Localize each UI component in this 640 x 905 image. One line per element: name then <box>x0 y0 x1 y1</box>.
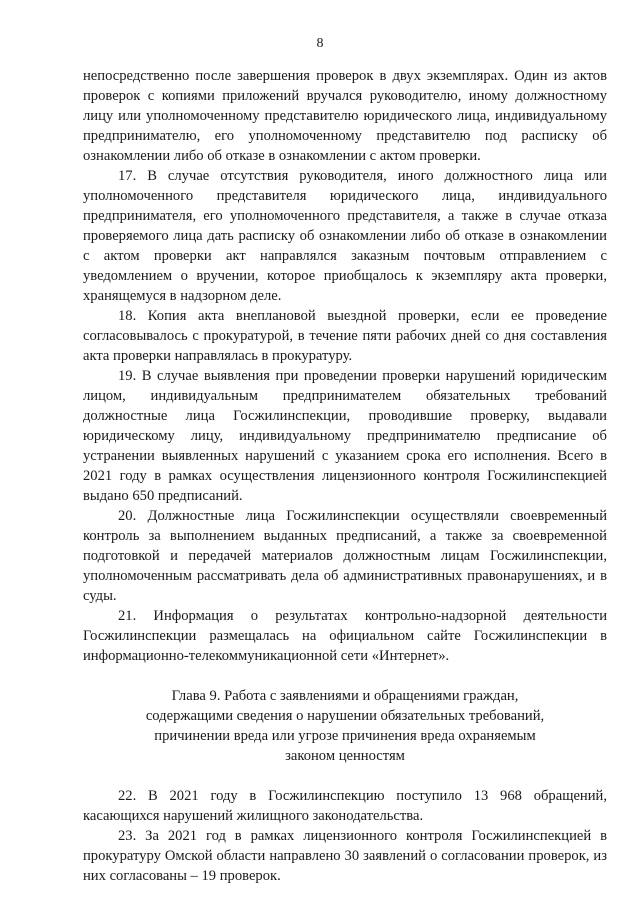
paragraph-18: 18. Копия акта внеплановой выездной проверки, если ее проведение согласовывалось с прокуратурой, в течение пяти рабочих дней со дня составления акта проверки направлялась в прокуратуру. <box>83 308 607 364</box>
chapter-heading-line-2: содержащими сведения о нарушении обязательных требований, <box>145 708 545 724</box>
paragraph-17: 17. В случае отсутствия руководителя, иного должностного лица или уполномоченного представителя юридического лица, индивидуального предпринимателя, его уполномоченного представителя, а также в случае отказа проверяемого лица дать расписку об ознакомлении либо об отказе в ознакомлении с актом проверки акт направлялся заказным почтовым отправлением с уведомлением о вручении, которое приобщалось к экземпляру акта проверки, хранящемуся в надзорном деле. <box>83 168 607 304</box>
paragraph-19: 19. В случае выявления при проведении проверки нарушений юридическим лицом, индивидуальным предпринимателем обязательных требований должностные лица Госжилинспекции, проводившие проверку, выдавали юридическому лицу, индивидуальному предпринимателю предписание об устранении выявленных нарушений с указанием срока его исполнения. Всего в 2021 году в рамках осуществления лицензионного контроля Госжилинспекцией выдано 650 предписаний. <box>83 368 607 504</box>
paragraph-continuation: непосредственно после завершения проверок в двух экземплярах. Один из актов проверок с копиями приложений вручался руководителю, иному должностному лицу или уполномоченному представителю юридического лица, индивидуальному предпринимателю, его уполномоченному представителю под расписку об ознакомлении либо об отказе в ознакомлении с актом проверки. <box>83 68 607 164</box>
document-body <box>83 66 607 886</box>
chapter-heading-line-3: причинении вреда или угрозе причинения вреда охраняемым <box>154 728 536 744</box>
page-number: 8 <box>316 36 324 51</box>
paragraph-22: 22. В 2021 году в Госжилинспекцию поступило 13 968 обращений, касающихся нарушений жилищного законодательства. <box>83 788 607 824</box>
paragraph-21: 21. Информация о результатах контрольно-надзорной деятельности Госжилинспекции размещалась на официальном сайте Госжилинспекции в информационно-телекоммуникационной сети «Интернет». <box>83 608 607 664</box>
chapter-heading-line-1: Глава 9. Работа с заявлениями и обращениями граждан, <box>171 688 519 704</box>
chapter-heading-line-4: законом ценностям <box>285 748 405 764</box>
paragraph-23: 23. За 2021 год в рамках лицензионного контроля Госжилинспекцией в прокуратуру Омской области направлено 30 заявлений о согласовании проверок, из них согласованы – 19 проверок. <box>83 828 607 884</box>
paragraph-20: 20. Должностные лица Госжилинспекции осуществляли своевременный контроль за выполнением выданных предписаний, а также за своевременной подготовкой и передачей материалов должностным лицам Госжилинспекции, уполномоченным рассматривать дела об административных правонарушениях, и в суды. <box>83 508 607 604</box>
chapter-heading <box>83 686 607 766</box>
